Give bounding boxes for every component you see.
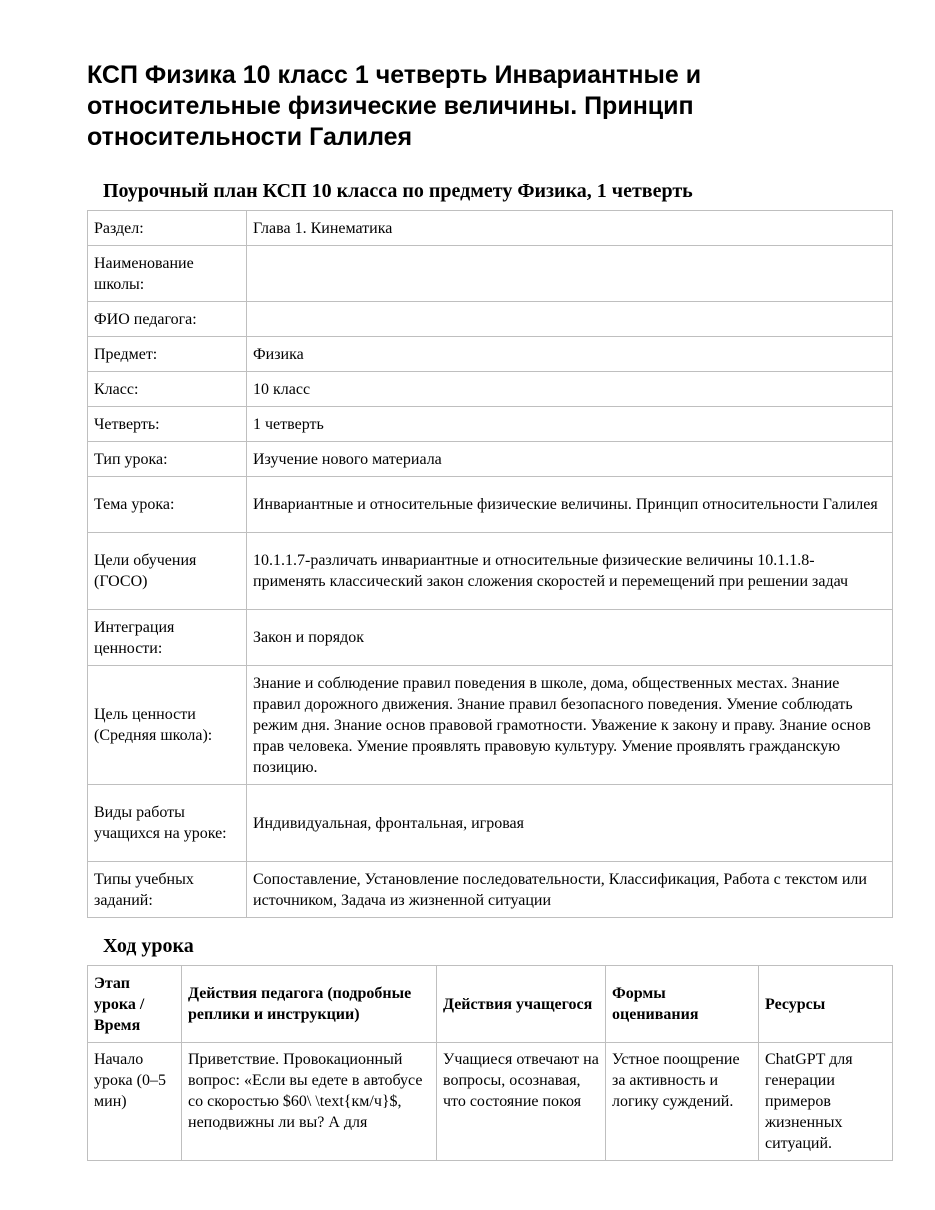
info-label: ФИО педагога: xyxy=(88,302,247,337)
info-row xyxy=(88,246,893,302)
info-row xyxy=(88,533,893,610)
info-value: Инвариантные и относительные физические величины. Принцип относительности Галилея xyxy=(247,477,893,533)
flow-header-assessment: Формы оценивания xyxy=(606,966,759,1043)
info-value xyxy=(247,246,893,302)
flow-cell-teacher: Приветствие. Провокационный вопрос: «Если вы едете в автобусе со скоростью $60\ \text{км/ч}$, неподвижны ли вы? А для xyxy=(182,1043,437,1161)
lesson-flow-table xyxy=(87,965,893,1161)
info-label: Предмет: xyxy=(88,337,247,372)
info-label: Раздел: xyxy=(88,211,247,246)
info-row xyxy=(88,442,893,477)
info-row xyxy=(88,337,893,372)
document-title: КСП Физика 10 класс 1 четверть Инвариантные и относительные физические величины. Принцип относительности Галилея xyxy=(87,61,702,151)
info-label: Виды работы учащихся на уроке: xyxy=(88,785,247,862)
info-value: Сопоставление, Установление последовательности, Классификация, Работа с текстом или источником, Задача из жизненной ситуации xyxy=(247,862,893,918)
info-label: Типы учебных заданий: xyxy=(88,862,247,918)
flow-cell-stage: Начало урока (0–5 мин) xyxy=(88,1043,182,1161)
info-value: Изучение нового материала xyxy=(247,442,893,477)
flow-header-stage: Этап урока / Время xyxy=(88,966,182,1043)
flow-header-row xyxy=(88,966,893,1043)
info-label: Класс: xyxy=(88,372,247,407)
info-label: Интеграция ценности: xyxy=(88,610,247,666)
plan-heading: Поурочный план КСП 10 класса по предмету Физика, 1 четверть xyxy=(103,180,693,202)
info-row xyxy=(88,666,893,785)
info-value: Закон и порядок xyxy=(247,610,893,666)
info-label: Тип урока: xyxy=(88,442,247,477)
flow-heading: Ход урока xyxy=(103,935,194,957)
info-row xyxy=(88,372,893,407)
info-row xyxy=(88,302,893,337)
info-row xyxy=(88,785,893,862)
info-label: Наименование школы: xyxy=(88,246,247,302)
info-value: Глава 1. Кинематика xyxy=(247,211,893,246)
flow-cell-student: Учащиеся отвечают на вопросы, осознавая, что состояние покоя xyxy=(437,1043,606,1161)
info-row xyxy=(88,407,893,442)
info-value: Знание и соблюдение правил поведения в школе, дома, общественных местах. Знание правил дорожного движения. Знание правил безопасного поведения. Умение соблюдать режим дня. Знание основ правовой грамотности. Уважение к закону и праву. Знание основ прав человека. Умение проявлять правовую культуру. Умение проявлять гражданскую позицию. xyxy=(247,666,893,785)
info-value: Физика xyxy=(247,337,893,372)
flow-cell-resources: ChatGPT для генерации примеров жизненных ситуаций. xyxy=(759,1043,893,1161)
table-row xyxy=(88,1043,893,1161)
info-value xyxy=(247,302,893,337)
flow-header-resources: Ресурсы xyxy=(759,966,893,1043)
flow-header-teacher: Действия педагога (подробные реплики и инструкции) xyxy=(182,966,437,1043)
info-label: Цели обучения (ГОСО) xyxy=(88,533,247,610)
lesson-info-table xyxy=(87,210,893,918)
flow-header-student: Действия учащегося xyxy=(437,966,606,1043)
info-value: 10 класс xyxy=(247,372,893,407)
info-label: Цель ценности (Средняя школа): xyxy=(88,666,247,785)
info-label: Четверть: xyxy=(88,407,247,442)
flow-cell-assessment: Устное поощрение за активность и логику суждений. xyxy=(606,1043,759,1161)
info-row xyxy=(88,610,893,666)
info-label: Тема урока: xyxy=(88,477,247,533)
info-row xyxy=(88,862,893,918)
info-value: Индивидуальная, фронтальная, игровая xyxy=(247,785,893,862)
info-row xyxy=(88,477,893,533)
info-value: 1 четверть xyxy=(247,407,893,442)
info-row xyxy=(88,211,893,246)
info-value: 10.1.1.7-различать инвариантные и относительные физические величины 10.1.1.8-применять классический закон сложения скоростей и перемещений при решении задач xyxy=(247,533,893,610)
